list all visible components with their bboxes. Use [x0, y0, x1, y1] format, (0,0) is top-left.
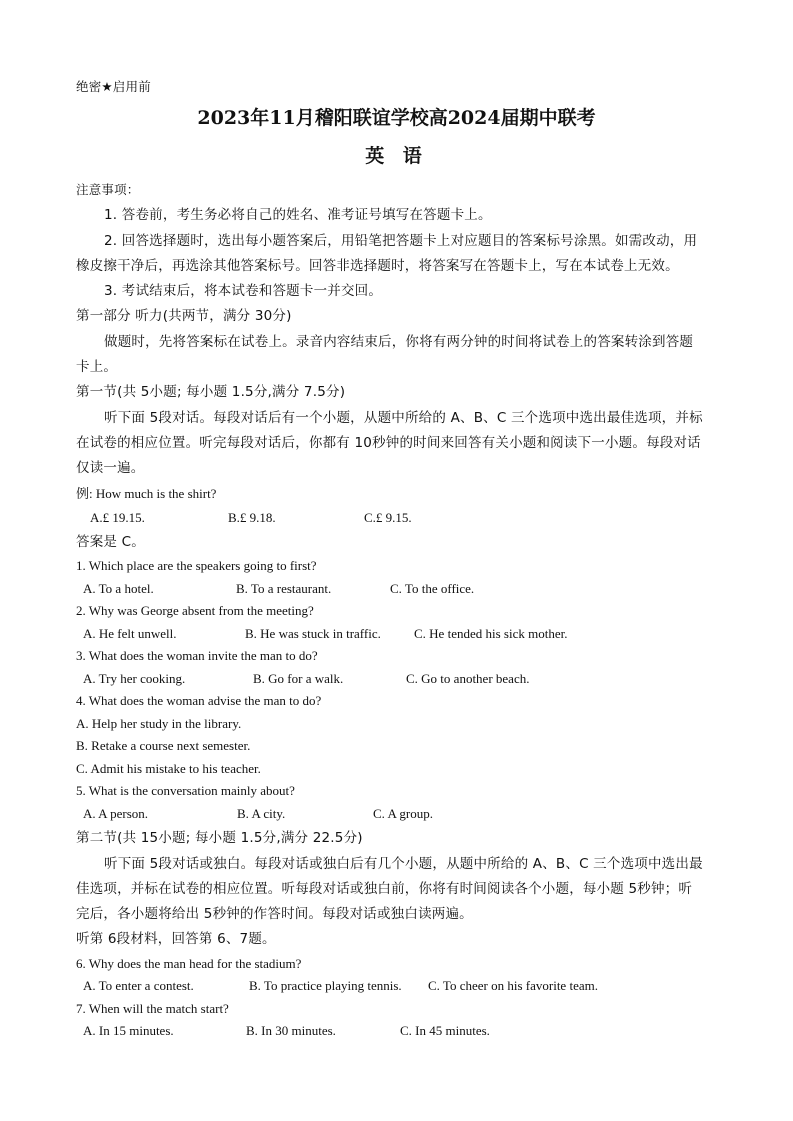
confidential-mark: 绝密★启用前 — [76, 79, 151, 94]
q5-option-a: A. A person. — [83, 806, 148, 821]
question-4: 4. What does the woman advise the man to do? — [76, 693, 322, 708]
q1-option-a: A. To a hotel. — [83, 581, 154, 596]
example-option-c: C.£ 9.15. — [364, 510, 412, 525]
q2-option-a: A. He felt unwell. — [83, 626, 177, 641]
section1-intro-3: 仅读一遍。 — [76, 460, 145, 476]
q3-option-c: C. Go to another beach. — [406, 671, 530, 686]
part1-intro-2: 卡上。 — [76, 359, 118, 375]
q6-option-c: C. To cheer on his favorite team. — [428, 978, 598, 993]
example-question: 例: How much is the shirt? — [76, 486, 217, 501]
example-option-a: A.£ 19.15. — [90, 510, 145, 525]
section2-intro-1: 听下面 5段对话或独白。每段对话或独白后有几个小题，从题中所给的 A、B、C 三个选项中选出最 — [104, 856, 703, 872]
q6-option-b: B. To practice playing tennis. — [249, 978, 402, 993]
q7-option-b: B. In 30 minutes. — [246, 1023, 336, 1038]
q3-option-a: A. Try her cooking. — [83, 671, 186, 686]
question-7: 7. When will the match start? — [76, 1001, 229, 1016]
notice-item-2: 2. 回答选择题时，选出每小题答案后，用铅笔把答题卡上对应题目的答案标号涂黑。如需改动，用 — [104, 233, 698, 249]
part1-heading: 第一部分 听力(共两节，满分 30分) — [76, 308, 292, 324]
example-option-b: B.£ 9.18. — [228, 510, 276, 525]
q6-option-a: A. To enter a contest. — [83, 978, 194, 993]
section1-intro-1: 听下面 5段对话。每段对话后有一个小题，从题中所给的 A、B、C 三个选项中选出最佳选项，并标 — [104, 410, 703, 426]
material-6-heading: 听第 6段材料，回答第 6、7题。 — [76, 931, 276, 947]
exam-title: 2023年11月稽阳联谊学校高2024届期中联考 — [197, 107, 596, 129]
notice-item-3: 3. 考试结束后，将本试卷和答题卡一并交回。 — [104, 283, 383, 299]
question-6: 6. Why does the man head for the stadium? — [76, 956, 302, 971]
q1-option-b: B. To a restaurant. — [236, 581, 332, 596]
question-3: 3. What does the woman invite the man to do? — [76, 648, 318, 663]
q5-option-c: C. A group. — [373, 806, 433, 821]
question-2: 2. Why was George absent from the meeting? — [76, 603, 314, 618]
section2-heading: 第二节(共 15小题; 每小题 1.5分,满分 22.5分) — [76, 830, 363, 846]
q2-option-b: B. He was stuck in traffic. — [245, 626, 381, 641]
section2-intro-2: 佳选项，并标在试卷的相应位置。听每段对话或独白前，你将有时间阅读各个小题，每小题 5秒钟；听 — [76, 881, 693, 897]
section1-intro-2: 在试卷的相应位置。听完每段对话后，你都有 10秒钟的时间来回答有关小题和阅读下一小题。每段对话 — [76, 435, 701, 451]
notice-item-2-cont: 橡皮擦干净后，再选涂其他答案标号。回答非选择题时，将答案写在答题卡上，写在本试卷上无效。 — [76, 258, 679, 274]
question-1: 1. Which place are the speakers going to first? — [76, 558, 317, 573]
notice-item-1: 1. 答卷前，考生务必将自己的姓名、准考证号填写在答题卡上。 — [104, 207, 492, 223]
section1-heading: 第一节(共 5小题; 每小题 1.5分,满分 7.5分) — [76, 384, 346, 400]
question-5: 5. What is the conversation mainly about? — [76, 783, 295, 798]
q7-option-a: A. In 15 minutes. — [83, 1023, 174, 1038]
q5-option-b: B. A city. — [237, 806, 286, 821]
q4-option-a: A. Help her study in the library. — [76, 716, 242, 731]
q2-option-c: C. He tended his sick mother. — [414, 626, 568, 641]
subject-title: 英 语 — [365, 145, 428, 167]
q4-option-c: C. Admit his mistake to his teacher. — [76, 761, 261, 776]
example-answer: 答案是 C。 — [76, 534, 145, 550]
q1-option-c: C. To the office. — [390, 581, 475, 596]
q4-option-b: B. Retake a course next semester. — [76, 738, 251, 753]
section2-intro-3: 完后，各小题将给出 5秒钟的作答时间。每段对话或独白读两遍。 — [76, 906, 473, 922]
q3-option-b: B. Go for a walk. — [253, 671, 344, 686]
q7-option-c: C. In 45 minutes. — [400, 1023, 490, 1038]
part1-intro-1: 做题时，先将答案标在试卷上。录音内容结束后，你将有两分钟的时间将试卷上的答案转涂到答题 — [104, 334, 694, 350]
notice-heading: 注意事项： — [76, 182, 140, 197]
